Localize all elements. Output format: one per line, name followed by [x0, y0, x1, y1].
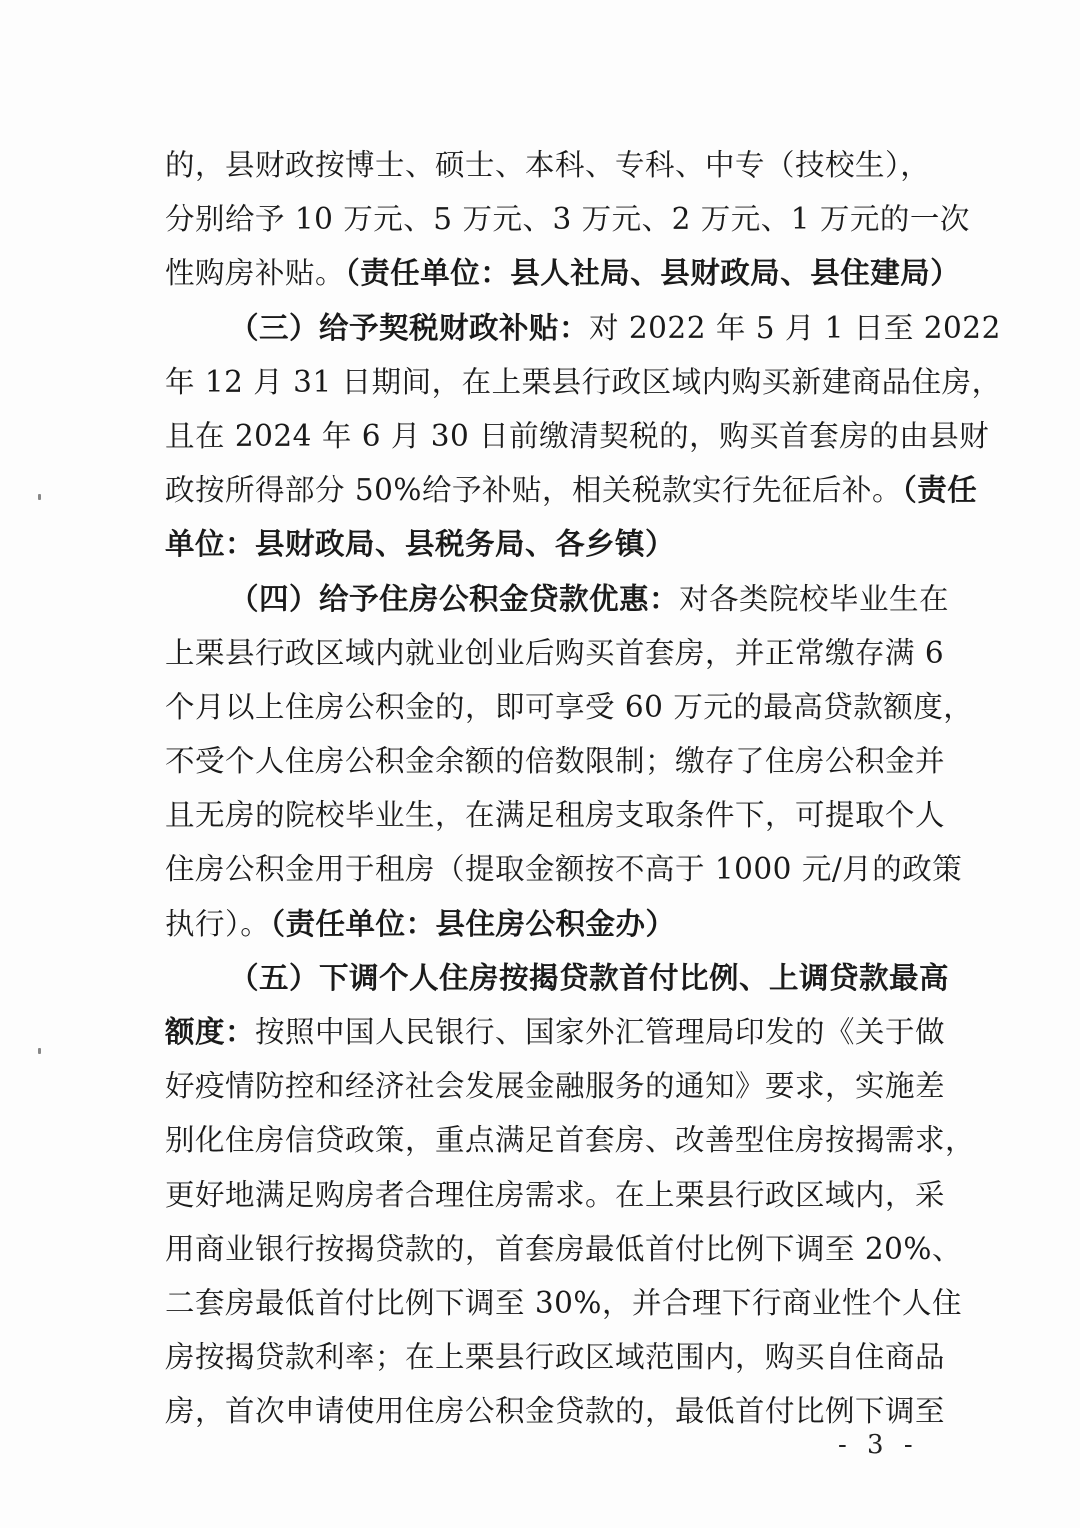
text-line: [165, 246, 961, 300]
line-text: 住房公积金用于租房（提取金额按不高于 1000 元/月的政策: [165, 852, 963, 887]
text-line: [165, 1113, 976, 1167]
line-text: 且在 2024 年 6 月 30 日前缴清契税的，购买首套房的由县财: [165, 418, 990, 453]
text-line: [165, 1005, 946, 1059]
responsibility-note: （责任单位：县人社局、县财政局、县住建局）: [345, 255, 961, 291]
page-number: - 3 -: [838, 1430, 919, 1460]
section-heading-5: （五）下调个人住房按揭贷款首付比例、上调贷款最高: [229, 959, 950, 995]
scan-speck: [38, 1048, 41, 1054]
line-text: 更好地满足购房者合理住房需求。在上栗县行政区域内，采: [165, 1177, 946, 1212]
text-line: [165, 1059, 946, 1113]
responsibility-note: （责任单位：县住房公积金办）: [270, 905, 676, 941]
responsibility-note: （责任: [901, 472, 978, 508]
line-text: 不受个人住房公积金余额的倍数限制；缴存了住房公积金并: [165, 744, 946, 779]
text-line: [165, 842, 963, 896]
line-text: 个月以上住房公积金的，即可享受 60 万元的最高贷款额度，: [165, 689, 974, 724]
text-line: [165, 897, 913, 951]
line-text-part: 性购房补贴。: [165, 256, 346, 291]
document-body: [165, 138, 1002, 1439]
section-heading-5-cont: 额度：: [165, 1014, 256, 1049]
scan-speck: [38, 494, 41, 500]
text-line: [165, 1330, 946, 1384]
text-line: [165, 138, 931, 192]
text-line: [165, 1222, 962, 1276]
text-line: [165, 1276, 962, 1330]
section-heading-line: [165, 572, 950, 626]
text-line: [165, 463, 978, 517]
text-line: [165, 680, 974, 734]
line-text: 按照中国人民银行、国家外汇管理局印发的《关于做: [255, 1015, 946, 1049]
line-text: 的，县财政按博士、硕士、本科、专科、中专（技校生），: [165, 148, 931, 182]
line-text: 用商业银行按揭贷款的，首套房最低首付比例下调至 20%、: [165, 1231, 962, 1266]
text-line: [165, 192, 970, 246]
line-text: 上栗县行政区域内就业创业后购买首套房，并正常缴存满 6: [165, 635, 945, 670]
line-text: 房，首次申请使用住房公积金贷款的，最低首付比例下调至: [165, 1394, 946, 1429]
text-line: [165, 409, 990, 463]
line-text: [165, 256, 960, 290]
line-text: 分别给予 10 万元、5 万元、3 万元、2 万元、1 万元的一次: [165, 202, 970, 237]
line-text: 房按揭贷款利率；在上栗县行政区域范围内，购买自住商品: [165, 1340, 946, 1375]
line-text: 且无房的院校毕业生，在满足租房支取条件下，可提取个人: [165, 798, 946, 833]
line-text: 执行）。: [165, 906, 271, 941]
line-text: 年 12 月 31 日期间，在上栗县行政区域内购买新建商品住房，: [165, 364, 1002, 399]
text-line: [165, 626, 945, 680]
section-heading-3: （三）给予契税财政补贴：: [229, 309, 590, 345]
section-heading-4: （四）给予住房公积金贷款优惠：: [229, 580, 680, 616]
text-line: [165, 1384, 946, 1438]
line-text: 政按所得部分 50%给予补贴，相关税款实行先征后补。: [165, 473, 902, 508]
text-line: [165, 788, 946, 842]
text-line: [165, 1168, 946, 1222]
line-text: 好疫情防控和经济社会发展金融服务的通知》要求，实施差: [165, 1069, 946, 1104]
section-heading-line: [165, 301, 1001, 355]
section-heading-line: [165, 951, 950, 1005]
line-text: 二套房最低首付比例下调至 30%，并合理下行商业性个人住: [165, 1285, 962, 1320]
line-text: 对 2022 年 5 月 1 日至 2022: [589, 310, 1001, 345]
line-text: 对各类院校毕业生在: [679, 581, 950, 616]
line-text: 别化住房信贷政策，重点满足首套房、改善型住房按揭需求，: [165, 1123, 976, 1158]
text-line: [165, 355, 1002, 409]
text-line: [165, 517, 913, 571]
text-line: [165, 734, 946, 788]
responsibility-note: 单位：县财政局、县税务局、各乡镇）: [165, 526, 676, 562]
